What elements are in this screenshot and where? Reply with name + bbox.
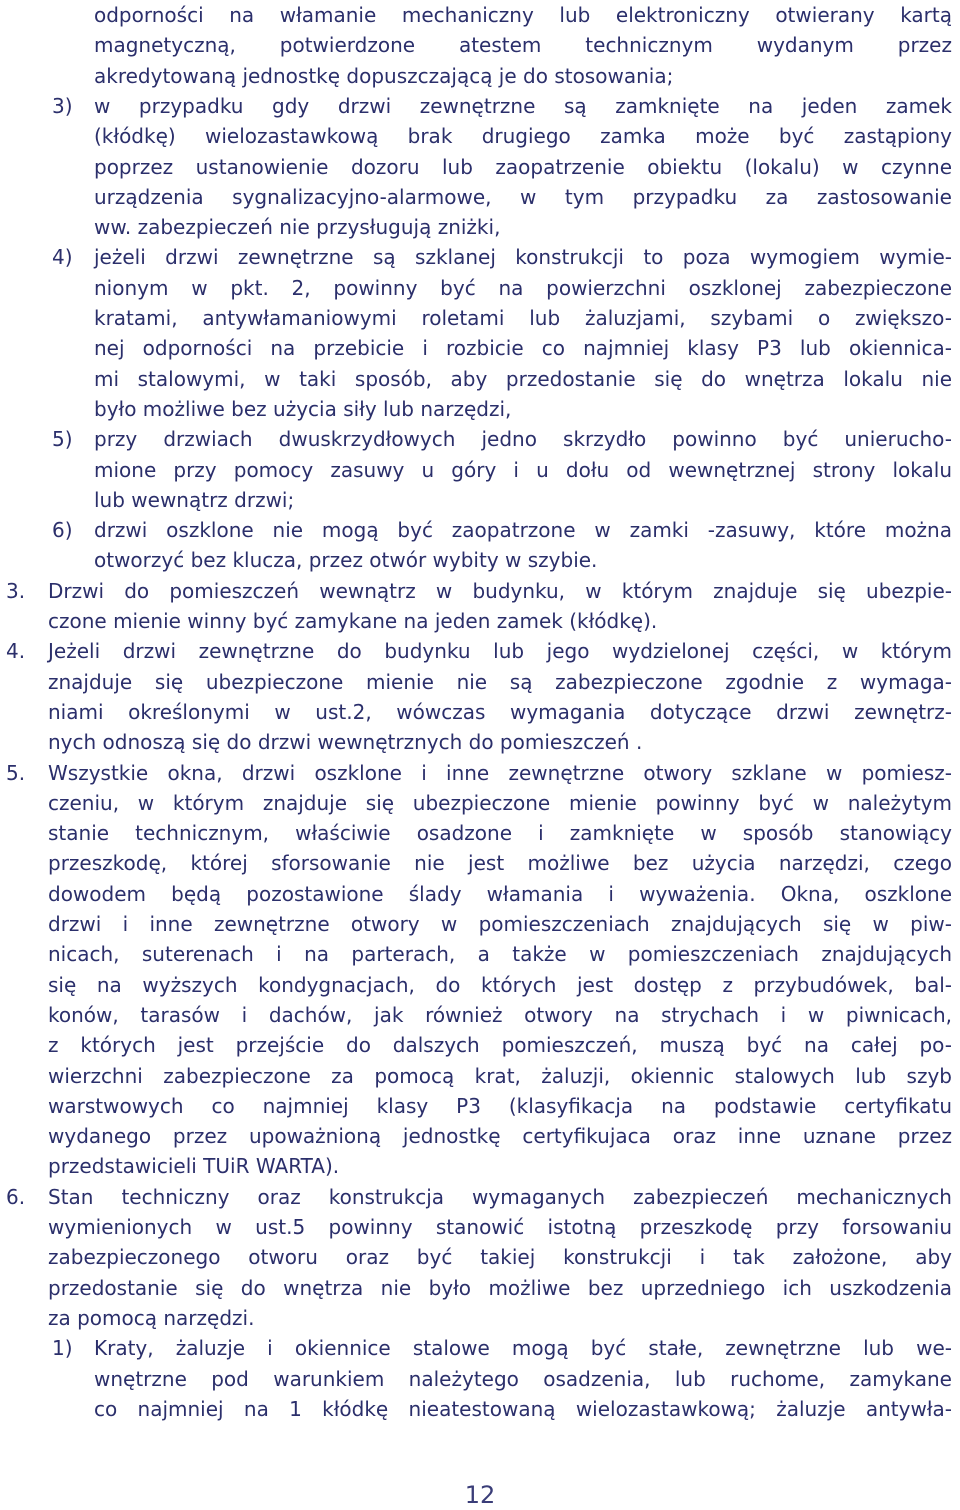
list-marker: 3.	[6, 578, 26, 603]
line-text: nicach, suterenach i na parterach, a także w pomieszczeniach znajdujących	[48, 942, 952, 967]
text-line	[0, 394, 960, 424]
line-text: otworzyć bez klucza, przez otwór wybity w szybie.	[94, 548, 598, 573]
text-line	[0, 879, 960, 909]
text-line	[0, 697, 960, 727]
line-text: się na wyższych kondygnacjach, do których jest dostęp z przybudówek, bal-	[48, 972, 952, 997]
line-text: niami określonymi w ust.2, wówczas wymagania dotyczące drzwi zewnętrz-	[48, 699, 952, 724]
line-text: czone mienie winny być zamykane na jeden zamek (kłódkę).	[48, 609, 658, 633]
line-text: Wszystkie okna, drzwi oszklone i inne zewnętrzne otwory szklane w pomiesz-	[48, 760, 952, 785]
line-text: odporności na włamanie mechaniczny lub elektroniczny otwierany kartą	[94, 3, 952, 27]
text-line	[0, 1212, 960, 1242]
text-line	[0, 1000, 960, 1030]
text-line	[0, 606, 960, 636]
text-line	[0, 121, 960, 151]
list-marker: 6.	[6, 1184, 26, 1209]
text-line	[0, 545, 960, 575]
line-text: w przypadku gdy drzwi zewnętrzne są zamknięte na jeden zamek	[94, 93, 952, 118]
text-line	[0, 242, 960, 272]
text-line	[0, 424, 960, 454]
line-text: przeszkodę, której sforsowanie nie jest możliwe bez użycia narzędzi, czego	[48, 851, 952, 876]
line-text: konów, tarasów i dachów, jak również otwory na strychach i w piwnicach,	[48, 1002, 952, 1027]
line-text: mione przy pomocy zasuwy u góry i u dołu od wewnętrznej strony lokalu	[94, 457, 952, 482]
text-line	[0, 667, 960, 697]
text-line	[0, 1303, 960, 1333]
text-line	[0, 758, 960, 788]
page-number: 12	[464, 1481, 496, 1509]
text-line	[0, 61, 960, 91]
line-text: urządzenia sygnalizacyjno-alarmowe, w tym przypadku za zastosowanie	[94, 184, 952, 209]
text-line	[0, 0, 960, 30]
list-marker: 4.	[6, 639, 26, 664]
text-line	[0, 182, 960, 212]
line-text: nej odporności na przebicie i rozbicie co najmniej klasy P3 lub okiennica-	[94, 336, 952, 361]
line-text: zabezpieczonego otworu oraz być takiej konstrukcji i tak założone, aby	[48, 1245, 952, 1270]
list-marker: 6)	[52, 518, 73, 543]
text-line	[0, 485, 960, 515]
text-line	[0, 1030, 960, 1060]
line-text: było możliwe bez użycia siły lub narzędzi,	[94, 396, 512, 421]
text-line	[0, 788, 960, 818]
line-text: dowodem będą pozostawione ślady włamania i wyważenia. Okna, oszklone	[48, 881, 952, 906]
line-text: akredytowaną jednostkę dopuszczającą je do stosowania;	[94, 63, 674, 88]
line-text: wydanego przez upoważnioną jednostkę certyfikujaca oraz inne uznane przez	[48, 1124, 952, 1149]
line-text: z których jest przejście do dalszych pomieszczeń, muszą być na całej po-	[48, 1033, 952, 1058]
list-marker: 5.	[6, 760, 26, 785]
text-line	[0, 515, 960, 545]
line-text: ww. zabezpieczeń nie przysługują zniżki,	[94, 215, 501, 240]
line-text: drzwi oszklone nie mogą być zaopatrzone w zamki -zasuwy, które można	[94, 518, 952, 543]
line-text: przedostanie się do wnętrza nie było możliwe bez uprzedniego ich uszkodzenia	[48, 1275, 952, 1300]
line-text: kratami, antywłamaniowymi roletami lub żaluzjami, szybami o zwiększo-	[94, 306, 952, 330]
line-text: lub wewnątrz drzwi;	[94, 487, 295, 512]
line-text: drzwi i inne zewnętrzne otwory w pomieszczeniach znajdujących się w piw-	[48, 912, 952, 936]
text-line	[0, 1364, 960, 1394]
line-text: warstwowych co najmniej klasy P3 (klasyfikacja na podstawie certyfikatu	[48, 1093, 952, 1118]
list-marker: 5)	[52, 427, 73, 452]
text-line	[0, 636, 960, 666]
text-line	[0, 848, 960, 878]
line-text: stanie technicznym, właściwie osadzone i zamknięte w sposób stanowiący	[48, 821, 952, 846]
line-text: poprzez ustanowienie dozoru lub zaopatrzenie obiektu (lokalu) w czynne	[94, 154, 952, 179]
line-text: Stan techniczny oraz konstrukcja wymaganych zabezpieczeń mechanicznych	[48, 1184, 952, 1209]
line-text: czeniu, w którym znajduje się ubezpieczone mienie powinny być w należytym	[48, 790, 952, 815]
text-line	[0, 818, 960, 848]
line-text: przedstawicieli TUiR WARTA).	[48, 1154, 340, 1179]
line-text: nionym w pkt. 2, powinny być na powierzchni oszklonej zabezpieczone	[94, 275, 952, 300]
text-line	[0, 91, 960, 121]
text-line	[0, 1121, 960, 1151]
line-text: wierzchni zabezpieczone za pomocą krat, żaluzji, okiennic stalowych lub szyb	[48, 1063, 952, 1088]
line-text: wnętrzne pod warunkiem należytego osadzenia, lub ruchome, zamykane	[94, 1366, 952, 1391]
line-text: nych odnoszą się do drzwi wewnętrznych do pomieszczeń .	[48, 730, 643, 755]
text-line	[0, 727, 960, 757]
line-text: (kłódkę) wielozastawkową brak drugiego zamka może być zastąpiony	[94, 124, 952, 149]
line-text: Jeżeli drzwi zewnętrzne do budynku lub jego wydzielonej części, w którym	[48, 639, 952, 664]
line-text: za pomocą narzędzi.	[48, 1305, 255, 1330]
text-line	[0, 273, 960, 303]
line-text: wymienionych w ust.5 powinny stanowić istotną przeszkodę przy forsowaniu	[48, 1215, 952, 1239]
text-line	[0, 303, 960, 333]
line-text: Drzwi do pomieszczeń wewnątrz w budynku, w którym znajduje się ubezpie-	[48, 578, 952, 603]
line-text: znajduje się ubezpieczone mienie nie są zabezpieczone zgodnie z wymaga-	[48, 669, 952, 694]
line-text: jeżeli drzwi zewnętrzne są szklanej konstrukcji to poza wymogiem wymie-	[94, 245, 952, 270]
text-line	[0, 1242, 960, 1272]
line-text: przy drzwiach dwuskrzydłowych jedno skrzydło powinno być unierucho-	[94, 427, 952, 452]
text-line	[0, 1091, 960, 1121]
line-text: Kraty, żaluzje i okiennice stalowe mogą być stałe, zewnętrzne lub we-	[94, 1336, 952, 1361]
line-text: magnetyczną, potwierdzone atestem technicznym wydanym przez	[94, 33, 952, 58]
text-line	[0, 970, 960, 1000]
text-line	[0, 455, 960, 485]
text-line	[0, 1333, 960, 1363]
text-line	[0, 1394, 960, 1424]
text-line	[0, 333, 960, 363]
list-marker: 1)	[52, 1336, 73, 1361]
text-line	[0, 1151, 960, 1181]
list-marker: 4)	[52, 245, 73, 270]
text-line	[0, 152, 960, 182]
text-line	[0, 364, 960, 394]
line-text: mi stalowymi, w taki sposób, aby przedostanie się do wnętrza lokalu nie	[94, 366, 952, 391]
text-line	[0, 212, 960, 242]
list-marker: 3)	[52, 93, 73, 118]
text-line	[0, 576, 960, 606]
text-line	[0, 909, 960, 939]
text-line	[0, 30, 960, 60]
text-line	[0, 1182, 960, 1212]
line-text: co najmniej na 1 kłódkę nieatestowaną wielozastawkową; żaluzje antywła-	[94, 1396, 952, 1421]
text-line	[0, 939, 960, 969]
text-line	[0, 1061, 960, 1091]
text-line	[0, 1273, 960, 1303]
